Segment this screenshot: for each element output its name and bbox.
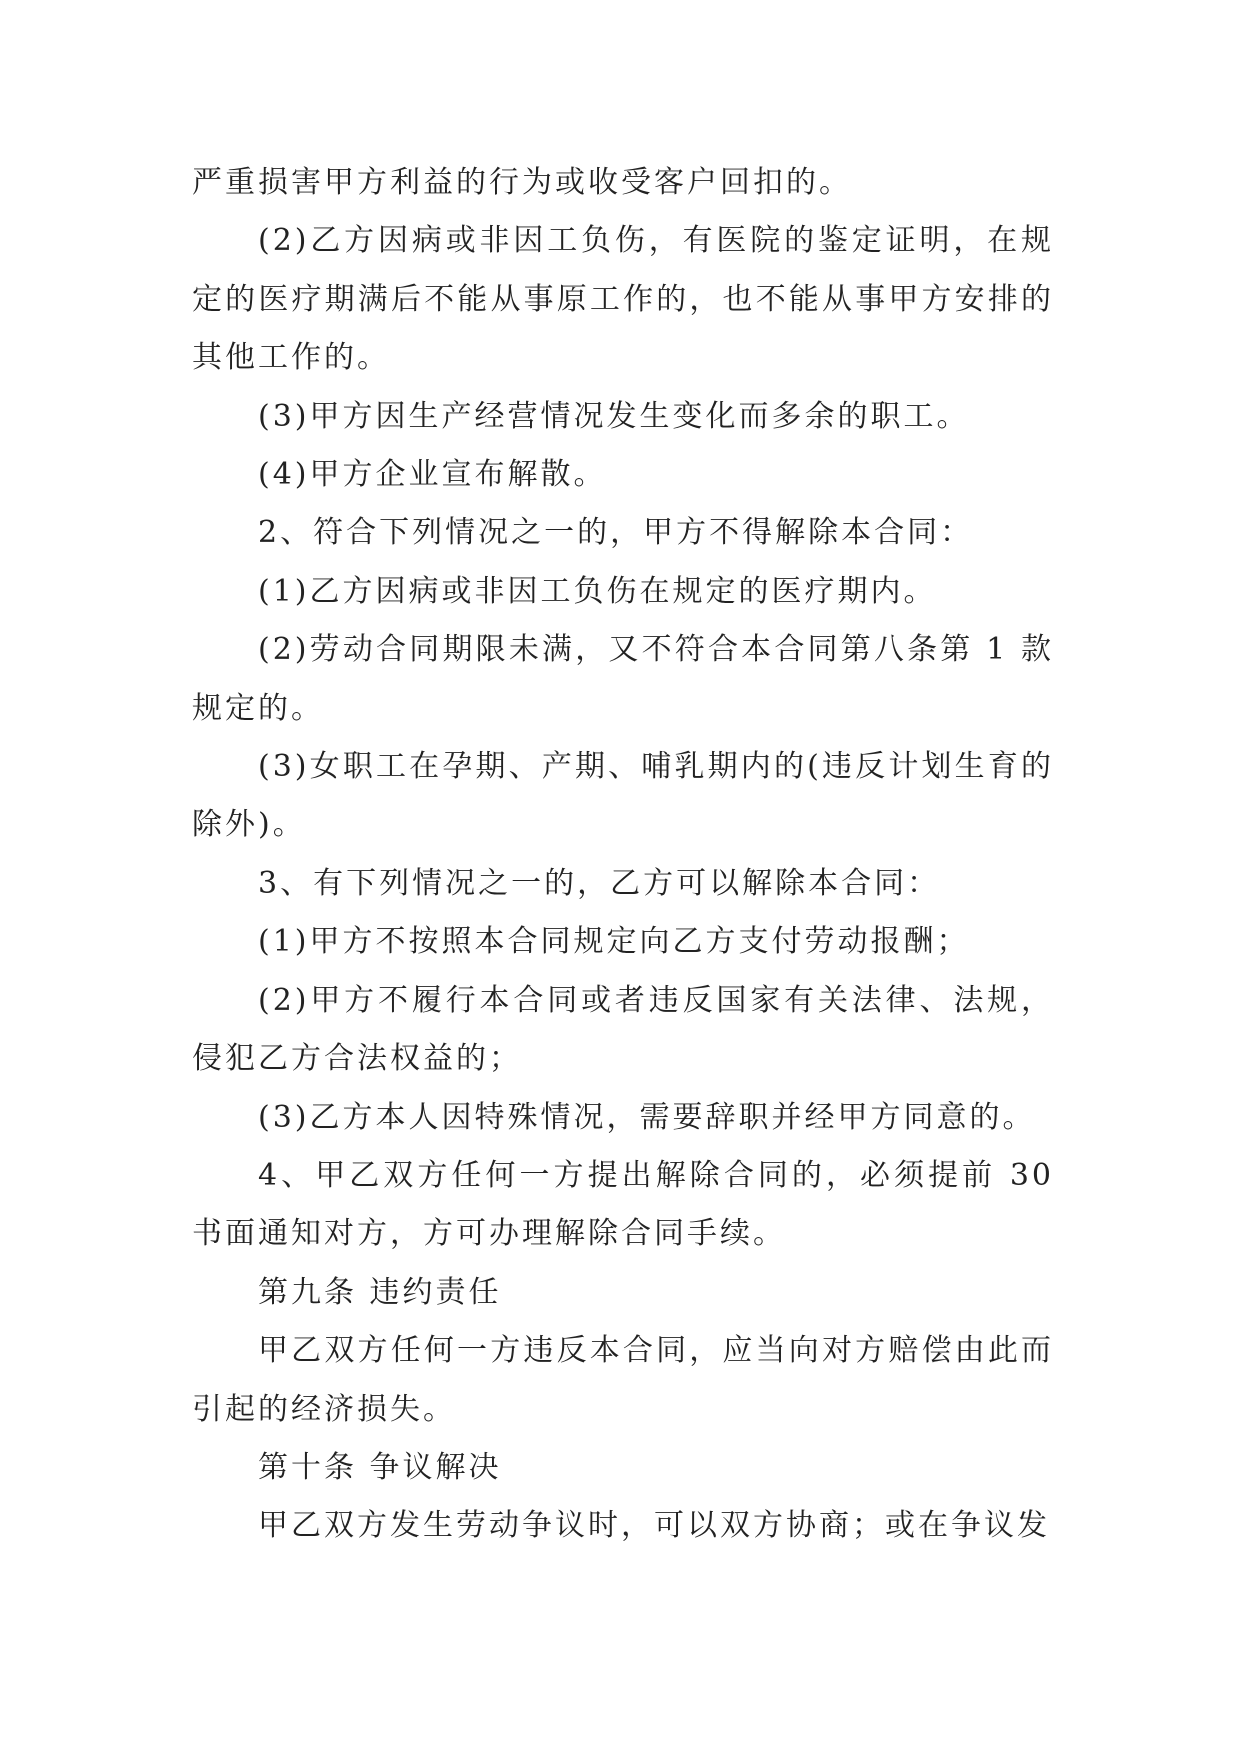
paragraph-17: 甲乙双方发生劳动争议时，可以双方协商；或在争议发 [258,1508,1050,1544]
paragraph-15: 甲乙双方任何一方违反本合同，应当向对方赔偿由此而引起的经济损失。 [192,1333,1054,1427]
paragraph-1: 严重损害甲方利益的行为或收受客户回扣的。 [192,165,852,200]
paragraph-6: (1)乙方因病或非因工负伤在规定的医疗期内。 [258,573,937,609]
paragraph-7: (2)劳动合同期限未满，又不符合本合同第八条第 1 款规定的。 [192,632,1054,726]
paragraph-2: (2)乙方因病或非因工负伤，有医院的鉴定证明，在规定的医疗期满后不能从事原工作的，也不能从事甲方安排的其他工作的。 [192,223,1054,376]
paragraph-8: (3)女职工在孕期、产期、哺乳期内的(违反计划生育的除外)。 [192,749,1054,843]
section-heading-9: 第九条 违约责任 [258,1274,502,1310]
paragraph-13: 4、甲乙双方任何一方提出解除合同的，必须提前 30 书面通知对方，方可办理解除合同手续。 [192,1157,1054,1252]
paragraph-9: 3、有下列情况之一的，乙方可以解除本合同： [258,865,941,901]
section-heading-10: 第十条 争议解决 [258,1449,502,1485]
paragraph-10: (1)甲方不按照本合同规定向乙方支付劳动报酬； [258,924,970,960]
paragraph-3: (3)甲方因生产经营情况发生变化而多余的职工。 [258,398,970,434]
paragraph-12: (3)乙方本人因特殊情况，需要辞职并经甲方同意的。 [258,1099,1036,1135]
paragraph-5: 2、符合下列情况之一的，甲方不得解除本合同： [258,515,974,551]
paragraph-11: (2)甲方不履行本合同或者违反国家有关法律、法规，侵犯乙方合法权益的； [192,982,1054,1077]
document-body [192,154,1054,1556]
paragraph-4: (4)甲方企业宣布解散。 [258,457,607,493]
